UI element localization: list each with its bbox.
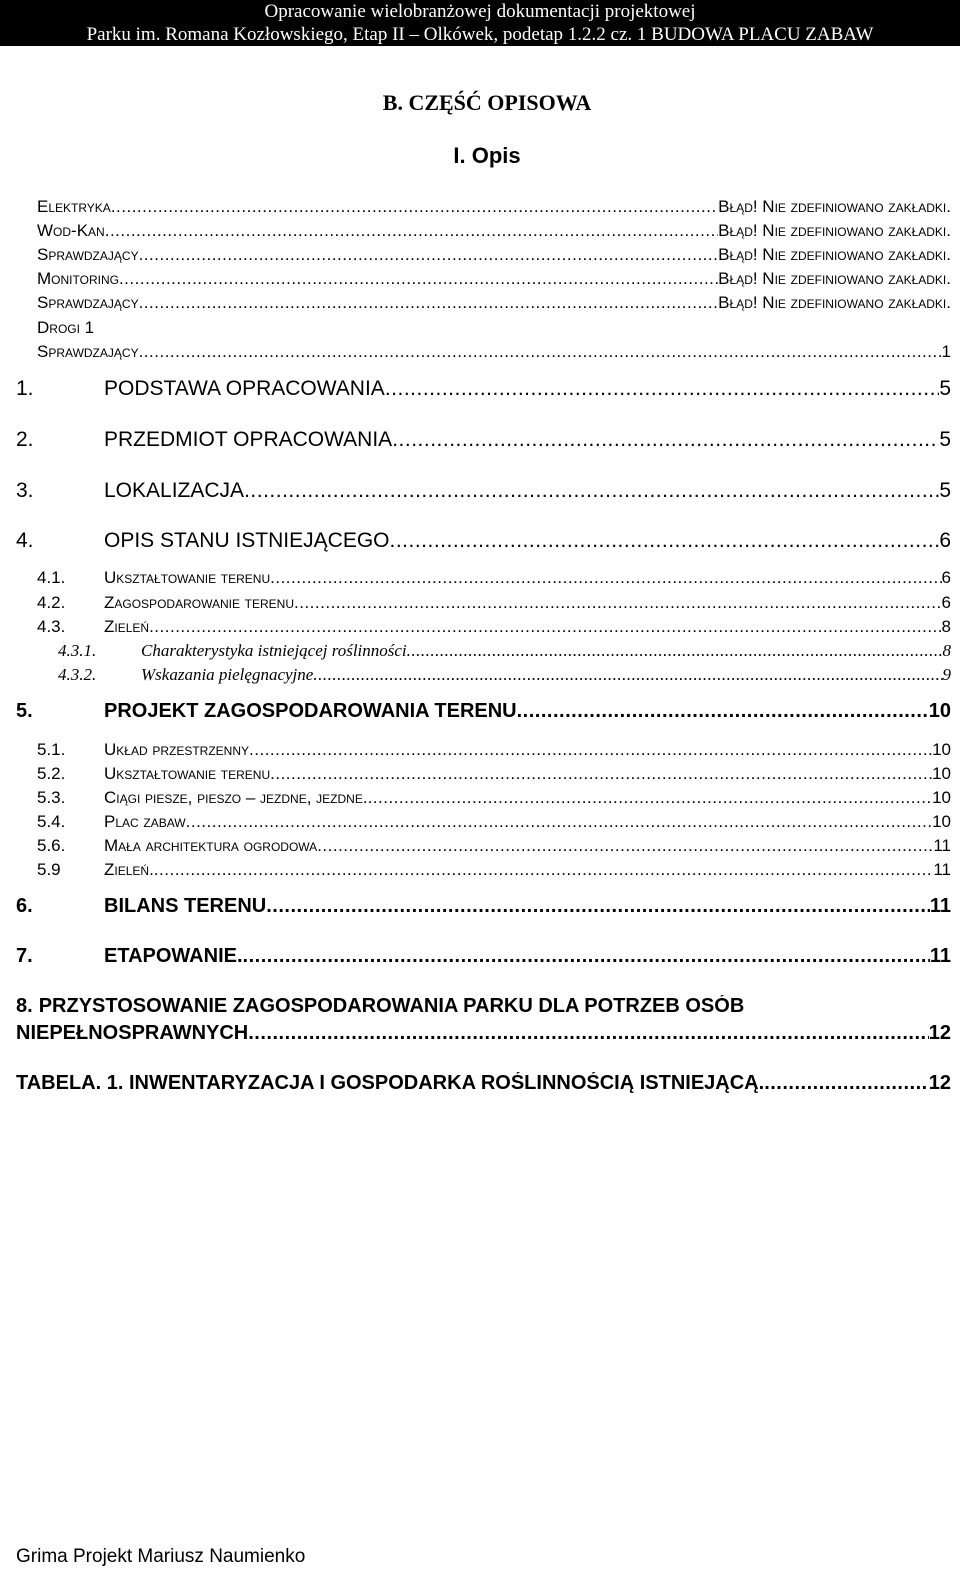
toc-page-number: 11 (929, 945, 951, 967)
toc-entry-number: 4.3.2. (58, 665, 97, 684)
toc-entry-title: LOKALIZACJA (104, 479, 245, 502)
toc-entry-number: 4.3. (37, 617, 66, 636)
toc-entry-number: 2. (16, 428, 34, 451)
toc-entry-4[interactable] (16, 529, 951, 553)
page-footer: Grima Projekt Mariusz Naumienko (16, 1546, 306, 1567)
toc-page-number: 6 (941, 593, 951, 612)
toc-page-number: 11 (933, 860, 951, 879)
toc-entry-4-1[interactable] (37, 568, 951, 588)
toc-leader (390, 529, 940, 553)
toc-error-text: Błąd! Nie zdefiniowano zakładki. (718, 293, 951, 312)
toc-entry-number: 5.4. (37, 812, 66, 831)
toc-entry-title: Zagospodarowanie terenu (104, 593, 295, 612)
toc-entry-2[interactable] (16, 428, 951, 452)
toc-leader (249, 740, 932, 760)
toc-leader (517, 700, 929, 723)
toc-page-number: 10 (932, 812, 951, 831)
toc-page-number: 8 (941, 617, 951, 636)
toc-error-text: Błąd! Nie zdefiniowano zakładki. (718, 245, 951, 264)
toc-leader (764, 1072, 929, 1095)
toc-error-text: Błąd! Nie zdefiniowano zakładki. (718, 197, 951, 216)
toc-entry-number: 4.2. (37, 593, 66, 612)
header-line-2: Parku im. Romana Kozłowskiego, Etap II – Olkówek, podetap 1.2.2 cz. 1 BUDOWA PLACU ZABAW (86, 24, 874, 45)
toc-error-text: Błąd! Nie zdefiniowano zakładki. (718, 269, 951, 288)
toc-entry-number: 5.1. (37, 740, 66, 759)
toc-entry-title: Elektryka (37, 197, 111, 216)
toc-entry-4-3[interactable] (37, 617, 951, 637)
toc-entry-title: OPIS STANU ISTNIEJĄCEGO (104, 529, 390, 552)
toc-entry-number: 4.1. (37, 568, 66, 587)
toc-entry-title: Charakterystyka istniejącej roślinności (141, 641, 407, 660)
toc-page-number: 12 (928, 1022, 951, 1044)
toc-leader (392, 428, 939, 452)
toc-page-number: 8 (942, 641, 951, 660)
toc-entry-5[interactable] (16, 700, 951, 723)
toc-entry-drogi[interactable] (37, 318, 951, 338)
toc-entry-title: PROJEKT ZAGOSPODAROWANIA TERENU (104, 700, 517, 722)
toc-entry-title: PODSTAWA OPRACOWANIA (104, 377, 385, 400)
toc-entry-5-2[interactable] (37, 764, 951, 784)
toc-entry-title: Plac zabaw (104, 812, 186, 831)
toc-entry-title: Zieleń (104, 617, 150, 636)
toc-leader (243, 945, 930, 968)
toc-entry-title: Sprawdzający (37, 342, 139, 361)
toc-entry-1[interactable] (16, 377, 951, 401)
toc-entry-sprawdzajacy-3[interactable] (37, 342, 951, 362)
toc-entry-elektryka[interactable] (37, 197, 951, 217)
toc-entry-7[interactable] (16, 945, 951, 968)
toc-entry-number: 6. (16, 895, 33, 917)
toc-entry-title: Zieleń. (104, 860, 154, 879)
toc-leader (294, 593, 942, 613)
toc-entry-title: Drogi 1 (37, 318, 95, 337)
toc-leader (139, 245, 719, 265)
toc-entry-4-3-2[interactable] (58, 665, 951, 685)
toc-entry-title: BILANS TERENU (104, 895, 267, 917)
toc-entry-title: NIEPEŁNOSPRAWNYCH (16, 1022, 249, 1044)
toc-entry-title: PRZEDMIOT OPRACOWANIA (104, 428, 393, 451)
toc-entry-number: 5.3. (37, 788, 66, 807)
toc-leader (270, 568, 941, 588)
toc-leader (368, 788, 933, 808)
toc-entry-title: ETAPOWANIE. (104, 945, 243, 967)
toc-entry-8-line-1[interactable] (16, 995, 951, 1018)
toc-entry-monitoring[interactable] (37, 269, 951, 289)
toc-entry-4-2[interactable] (37, 593, 951, 613)
toc-page-number: 6 (939, 529, 951, 552)
toc-leader (105, 221, 718, 241)
toc-leader (313, 665, 942, 685)
toc-entry-title: Ciągi piesze, pieszo – jezdne, jezdne. (104, 788, 368, 807)
toc-page-number: 11 (933, 836, 951, 855)
toc-entry-number: 5.9 (37, 860, 61, 879)
toc-page-number: 5 (939, 377, 951, 400)
toc-page-number: 10 (932, 788, 951, 807)
toc-error-text: Błąd! Nie zdefiniowano zakładki. (718, 221, 951, 240)
part-heading: B. CZĘŚĆ OPISOWA (382, 90, 592, 115)
toc-leader (119, 269, 718, 289)
toc-entry-number: 8. (16, 995, 33, 1017)
toc-entry-title: Sprawdzający (37, 245, 139, 264)
toc-entry-number: 4.3.1. (58, 641, 97, 660)
toc-page-number: 10 (928, 700, 951, 722)
toc-entry-sprawdzajacy-2[interactable] (37, 293, 951, 313)
toc-leader (385, 377, 940, 401)
toc-page-number: 9 (942, 665, 951, 684)
toc-entry-5-1[interactable] (37, 740, 951, 760)
toc-entry-title: PRZYSTOSOWANIE ZAGOSPODAROWANIA PARKU DLA POTRZEB OSÓB (38, 995, 745, 1017)
toc-entry-number: 7. (16, 945, 33, 967)
toc-page-number: 1 (941, 342, 951, 361)
toc-leader (270, 764, 932, 784)
toc-page-number: 6 (941, 568, 951, 587)
toc-entry-number: 5.6. (37, 836, 66, 855)
toc-page-number: 12 (928, 1072, 951, 1094)
toc-leader (154, 860, 934, 880)
toc-leader (139, 342, 942, 362)
toc-entry-5-4[interactable] (37, 812, 951, 832)
toc-leader (266, 895, 930, 918)
toc-entry-8-line-2[interactable] (16, 1022, 951, 1045)
toc-entry-number: 4. (16, 529, 34, 552)
toc-entry-number: 3. (16, 479, 34, 502)
toc-entry-4-3-1[interactable] (58, 641, 951, 661)
toc-leader (111, 197, 718, 217)
toc-leader (317, 836, 933, 856)
toc-entry-6[interactable] (16, 895, 951, 918)
toc-entry-title: Układ przestrzenny (104, 740, 250, 759)
toc-leader (149, 617, 941, 637)
toc-leader (244, 479, 939, 503)
toc-leader (248, 1022, 929, 1045)
page-header (0, 0, 960, 46)
toc-entry-tabela-1[interactable] (16, 1072, 951, 1095)
toc-leader (407, 641, 943, 661)
toc-entry-number: 5. (16, 700, 33, 722)
toc-page-number: 11 (929, 895, 951, 917)
toc-entry-5-9[interactable] (37, 860, 951, 880)
toc-entry-3[interactable] (16, 479, 951, 503)
toc-entry-title: Wskazania pielęgnacyjne (141, 665, 314, 684)
toc-entry-title: Ukształtowanie terenu (104, 764, 271, 783)
toc-entry-5-3[interactable] (37, 788, 951, 808)
toc-entry-title: Sprawdzający (37, 293, 139, 312)
toc-entry-number: 1. (16, 377, 34, 400)
toc-entry-title: Ukształtowanie terenu (104, 568, 271, 587)
toc-page-number: 10 (932, 740, 951, 759)
toc-entry-5-6[interactable] (37, 836, 951, 856)
toc-page-number: 10 (932, 764, 951, 783)
header-line-1: Opracowanie wielobranżowej dokumentacji projektowej (264, 1, 696, 22)
toc-page-number: 5 (939, 479, 951, 502)
toc-entry-title: Mała architektura ogrodowa (104, 836, 318, 855)
section-heading: I. Opis (453, 143, 521, 168)
toc-entry-title: TABELA. 1. INWENTARYZACJA I GOSPODARKA ROŚLINNOŚCIĄ ISTNIEJĄCĄ. (16, 1072, 765, 1094)
toc-entry-title: Monitoring (37, 269, 119, 288)
toc-entry-number: 5.2. (37, 764, 66, 783)
toc-entry-wodkan[interactable] (37, 221, 951, 241)
toc-entry-sprawdzajacy-1[interactable] (37, 245, 951, 265)
toc-leader (139, 293, 719, 313)
toc-page-number: 5 (939, 428, 951, 451)
toc-leader (186, 812, 932, 832)
toc-entry-title: Wod-Kan (37, 221, 105, 240)
